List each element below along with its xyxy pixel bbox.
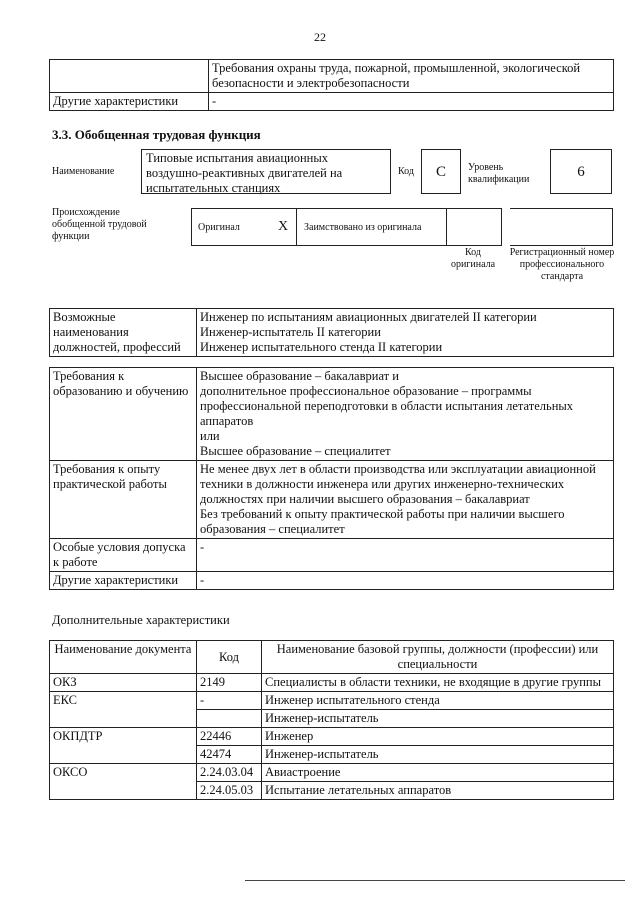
table-header-row — [50, 641, 614, 674]
position-item: Инженер испытательного стенда II категории — [200, 340, 443, 354]
table-cell: 22446 — [197, 728, 262, 746]
table-cell: ОКПДТР — [50, 728, 197, 764]
table-cell: ЕКС — [50, 692, 197, 728]
table-row — [50, 728, 614, 746]
borrowed-box — [296, 208, 446, 246]
text-line: дополнительное профессиональное образование – программы профессиональной переподготовки в области испытания летательных аппаратов — [200, 384, 574, 428]
special-conditions-label: Особые условия допуска к работе — [50, 539, 197, 572]
table-cell: ОКЗ — [50, 674, 197, 692]
table-row — [50, 309, 614, 357]
experience-label: Требования к опыту практической работы — [50, 461, 197, 539]
table-row — [50, 93, 614, 111]
positions-label: Возможные наименования должностей, профессий — [50, 309, 197, 357]
other-characteristics-value: - — [197, 572, 614, 590]
text-line: Не менее двух лет в области производства или эксплуатации авиационной техники в должности инженера или других инженерно-технических должностях при наличии высшего образования – бакалавриат — [200, 462, 596, 506]
table-cell: Инженер-испытатель — [262, 710, 614, 728]
position-item: Инженер-испытатель II категории — [200, 325, 381, 339]
table-cell: Инженер испытательного стенда — [262, 692, 614, 710]
top-characteristics-table — [49, 59, 614, 111]
additional-table — [49, 640, 614, 800]
code-label: Код — [398, 166, 414, 177]
origin-code-caption: Код оригинала — [450, 247, 496, 270]
table-row — [50, 60, 614, 93]
table-cell: Испытание летательных аппаратов — [262, 782, 614, 800]
education-values — [197, 368, 614, 461]
table-row — [50, 764, 614, 782]
name-label: Наименование — [52, 166, 115, 177]
header-code: Код — [197, 641, 262, 674]
table-cell: ОКСО — [50, 764, 197, 800]
positions-values — [197, 309, 614, 357]
text-line: или — [200, 429, 220, 443]
origin-code-box — [446, 208, 502, 246]
special-conditions-value: - — [197, 539, 614, 572]
table-row — [50, 461, 614, 539]
requirements-table — [49, 367, 614, 590]
table-cell — [50, 60, 209, 93]
text-line: Без требований к опыту практической работы при наличии высшего образования – специалитет — [200, 507, 565, 536]
table-row — [50, 674, 614, 692]
table-row — [50, 572, 614, 590]
table-cell: Требования охраны труда, пожарной, промышленной, экологической безопасности и электробезопасности — [209, 60, 614, 93]
table-cell — [197, 710, 262, 728]
table-row — [50, 539, 614, 572]
table-cell: Инженер-испытатель — [262, 746, 614, 764]
table-cell: Специалисты в области техники, не входящие в другие группы — [262, 674, 614, 692]
original-mark: X — [278, 219, 289, 234]
level-value-box: 6 — [550, 149, 612, 194]
table-row — [50, 368, 614, 461]
table-cell: 42474 — [197, 746, 262, 764]
reg-number-box — [510, 208, 613, 246]
original-label: Оригинал — [198, 222, 240, 233]
reg-number-caption: Регистрационный номер профессионального стандарта — [509, 247, 615, 282]
education-label: Требования к образованию и обучению — [50, 368, 197, 461]
table-cell: 2.24.03.04 — [197, 764, 262, 782]
header-name: Наименование базовой группы, должности (профессии) или специальности — [262, 641, 614, 674]
table-row — [50, 692, 614, 710]
positions-table — [49, 308, 614, 357]
page-bottom-rule — [245, 880, 625, 881]
position-item: Инженер по испытаниям авиационных двигателей II категории — [200, 310, 537, 324]
section-title: 3.3. Обобщенная трудовая функция — [52, 127, 261, 142]
text-line: Высшее образование – специалитет — [200, 444, 391, 458]
text-line: Высшее образование – бакалавриат и — [200, 369, 399, 383]
table-cell: Инженер — [262, 728, 614, 746]
borrowed-label: Заимствовано из оригинала — [304, 222, 422, 233]
table-cell: - — [209, 93, 614, 111]
header-doc: Наименование документа — [50, 641, 197, 674]
experience-values — [197, 461, 614, 539]
table-cell: 2.24.05.03 — [197, 782, 262, 800]
table-cell: - — [197, 692, 262, 710]
table-cell: Другие характеристики — [50, 93, 209, 111]
code-value-box: C — [421, 149, 461, 194]
page-number: 22 — [314, 30, 326, 44]
level-label: Уровень квалификации — [468, 162, 530, 185]
origin-label: Происхождение обобщенной трудовой функции — [52, 207, 147, 242]
additional-title: Дополнительные характеристики — [52, 613, 230, 627]
other-characteristics-label: Другие характеристики — [50, 572, 197, 590]
function-name-box: Типовые испытания авиационных воздушно-реактивных двигателей на испытательных станциях — [141, 149, 391, 194]
table-cell: Авиастроение — [262, 764, 614, 782]
original-box — [191, 208, 297, 246]
table-cell: 2149 — [197, 674, 262, 692]
